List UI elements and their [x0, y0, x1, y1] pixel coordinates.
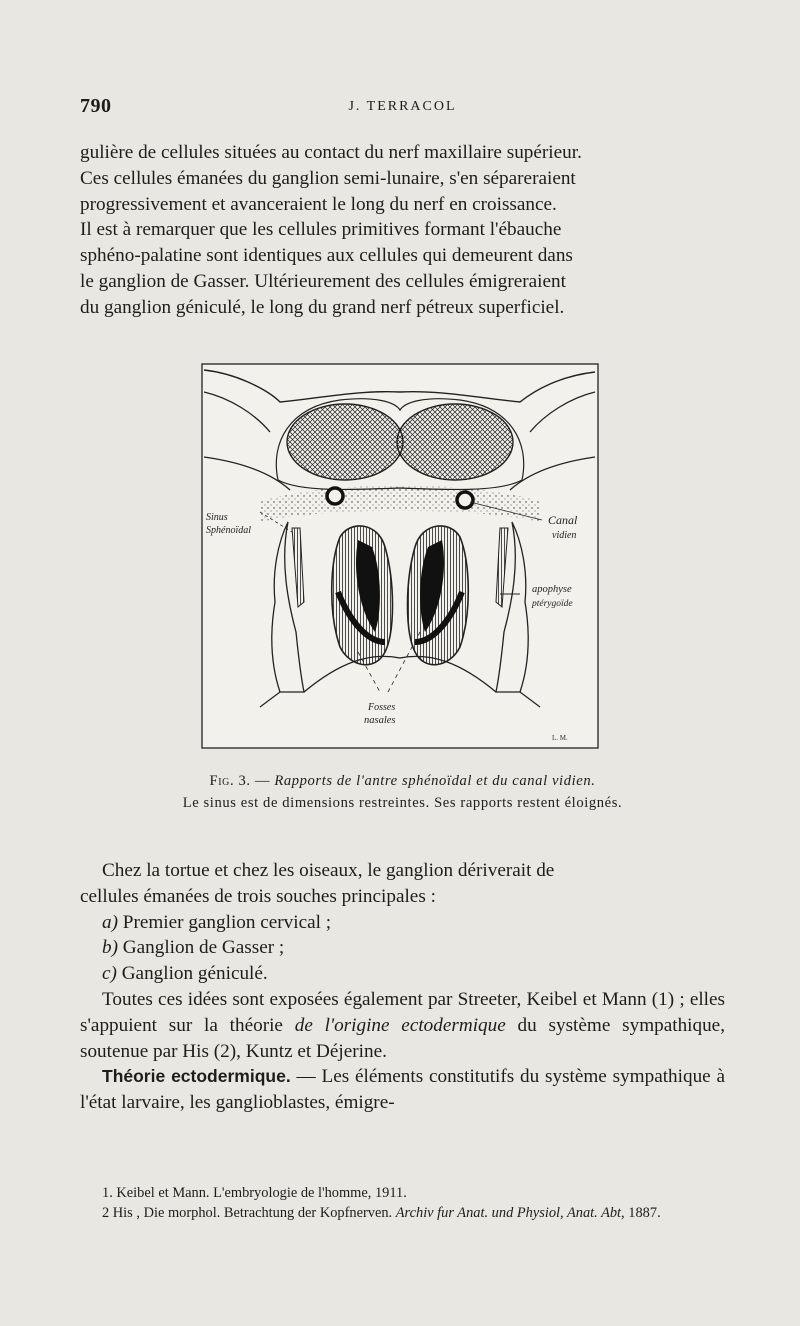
- footnote-1: 1. Keibel et Mann. L'embryologie de l'homme, 1911.: [102, 1185, 407, 1201]
- label-sphenoidal: Sphénoïdal: [206, 525, 251, 536]
- right-hatched-region: [397, 404, 513, 480]
- paragraph-theories: [80, 987, 725, 1064]
- figure-drawing: [200, 362, 600, 750]
- text-line: du ganglion géniculé, le long du grand nerf pétreux superficiel.: [80, 296, 565, 318]
- footnotes: [80, 1183, 725, 1223]
- text-line: Chez la tortue et chez les oiseaux, le ganglion dériverait de: [102, 860, 555, 881]
- page-number: 790: [80, 95, 112, 117]
- paragraph-ectodermique: [80, 1064, 725, 1116]
- list-text: Ganglion de Gasser ;: [122, 937, 285, 959]
- text-line: cellules émanées de trois souches principales :: [80, 885, 436, 907]
- list-letter: c): [102, 963, 117, 985]
- italic-phrase: de l'origine ectodermique: [294, 1014, 506, 1036]
- list-letter: a): [102, 911, 118, 933]
- label-canal: Canal: [548, 513, 578, 527]
- footnote-2: [80, 1203, 725, 1223]
- left-canal-circle: [327, 488, 343, 504]
- text-line: gulière de cellules situées au contact du nerf maxillaire supérieur.: [80, 142, 582, 163]
- label-apophyse: apophyse: [532, 584, 572, 595]
- page-header: [80, 95, 725, 119]
- figure-label: Fig. 3. —: [209, 773, 271, 789]
- footnote-italic: Archiv fur Anat. und Physiol, Anat. Abt,: [395, 1205, 625, 1221]
- list-text: Ganglion géniculé.: [121, 963, 268, 985]
- left-hatched-region: [287, 404, 403, 480]
- figure-caption: [80, 770, 725, 814]
- section-heading: Théorie ectodermique.: [102, 1066, 291, 1087]
- caption-title-line: [80, 770, 725, 792]
- list-item-a: [80, 910, 725, 936]
- text-line: le ganglion de Gasser. Ultérieurement des cellules émigreraient: [80, 270, 566, 292]
- figure-frame: [202, 364, 598, 748]
- list-item-c: [80, 961, 725, 987]
- top-paragraph: [80, 140, 725, 321]
- footnote-text: 1887.: [628, 1205, 661, 1221]
- text-line: sphéno-palatine sont identiques aux cellules qui demeurent dans: [80, 245, 573, 267]
- label-vidien: vidien: [552, 530, 577, 541]
- text-line: Ces cellules émanées du ganglion semi-lunaire, s'en sépareraient: [80, 167, 576, 189]
- text-line: progressivement et avanceraient le long du nerf en croissance.: [80, 193, 557, 215]
- artist-signature: L. M.: [552, 734, 568, 742]
- bottom-text: [80, 858, 725, 1116]
- paragraph-text: Toutes ces idées sont exposées également par Streeter, Keibel et Mann (1) ; elles s'appuient sur la théorie: [80, 988, 725, 1036]
- label-sinus: Sinus: [206, 512, 228, 523]
- caption-title: Rapports de l'antre sphénoïdal et du canal vidien.: [274, 773, 596, 789]
- list-letter: b): [102, 937, 118, 959]
- running-head: J. TERRACOL: [348, 99, 457, 114]
- label-nasales: nasales: [364, 715, 396, 726]
- paragraph-text: du système sympathique, soutenue par His (2), Kuntz et Déjerine.: [80, 1014, 725, 1062]
- list-item-b: [80, 935, 725, 961]
- caption-subline: Le sinus est de dimensions restreintes. Ses rapports restent éloignés.: [182, 795, 623, 811]
- label-fosses: Fosses: [368, 702, 396, 713]
- text-line: Il est à remarquer que les cellules primitives formant l'ébauche: [80, 219, 562, 241]
- anatomical-figure: [200, 362, 600, 750]
- right-canal-circle: [457, 492, 473, 508]
- paragraph-text: — Les éléments constitutifs du système sympathique à l'état larvaire, les ganglioblastes, émigre-: [80, 1066, 725, 1114]
- footnote-text: 2 His , Die morphol. Betrachtung der Kopfnerven.: [102, 1205, 393, 1221]
- list-text: Premier ganglion cervical ;: [122, 911, 332, 933]
- label-pterygoide: ptérygoïde: [532, 599, 573, 609]
